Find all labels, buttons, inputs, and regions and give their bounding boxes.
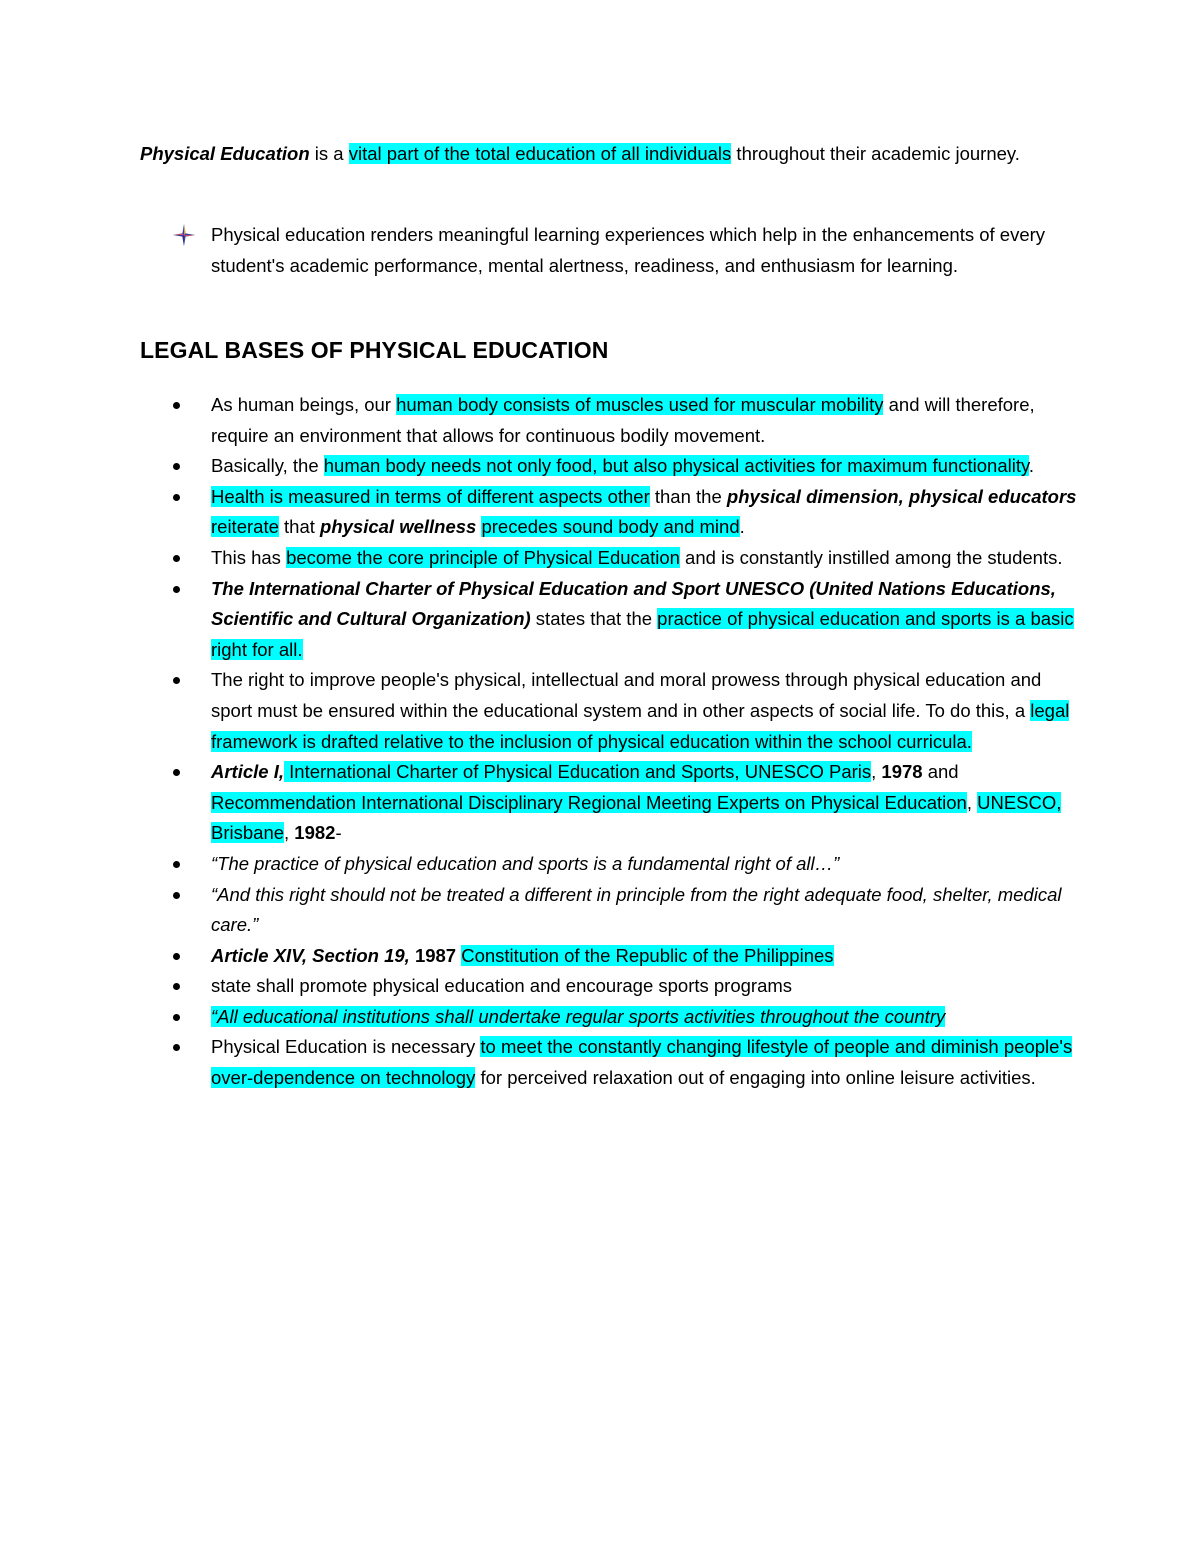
italic-quote: “And this right should not be treated a different in principle from the right adequate food, shelter, medical care.” <box>211 883 1062 936</box>
text-run: that <box>278 516 321 538</box>
list-item <box>140 390 1080 451</box>
list-item <box>140 757 1080 849</box>
highlight-run: human body needs not only food, but also physical activities for maximum functionality <box>323 455 1029 477</box>
bullet-dot-icon <box>173 892 180 899</box>
text-run: state shall promote physical education and encourage sports programs <box>211 975 793 997</box>
text-run: . <box>1028 455 1034 477</box>
bullet-dot-icon <box>173 494 180 501</box>
text-run: Physical Education is necessary <box>211 1036 481 1058</box>
bold-run: 1987 <box>414 944 457 966</box>
bullet-dot-icon <box>173 1014 180 1021</box>
text-run: states that the <box>530 608 658 630</box>
text-run: The right to improve people's physical, intellectual and moral prowess through physical education and sport must be ensured within the educational system and in other aspects of social life. To do this, a <box>211 669 1042 721</box>
list-item <box>140 482 1080 543</box>
list-item <box>140 849 1080 880</box>
text-run: , <box>284 822 295 844</box>
intro-text-2: throughout their academic journey. <box>731 143 1020 164</box>
highlight-italic-quote: “All educational institutions shall undertake regular sports activities throughout the country <box>211 1005 946 1027</box>
highlight-run: precedes sound body and mind <box>481 516 740 538</box>
bold-italic-run: physical wellness <box>320 516 477 538</box>
bold-italic-run: Article I, <box>211 761 284 783</box>
highlight-run: Recommendation International Disciplinary Regional Meeting Experts on Physical Education <box>211 791 967 813</box>
bullet-dot-icon <box>173 463 180 470</box>
plus-bullet-text: Physical education renders meaningful learning experiences which help in the enhancements of every student's academic performance, mental alertness, readiness, and enthusiasm for learning. <box>211 224 1046 276</box>
intro-highlight: vital part of the total education of all individuals <box>348 143 732 164</box>
text-run: and will therefore, require an environment that allows for continuous bodily movement. <box>211 394 1035 446</box>
highlight-run: International Charter of Physical Education and Sports, UNESCO Paris <box>284 761 872 783</box>
text-run: for perceived relaxation out of engaging into online leisure activities. <box>475 1067 1036 1089</box>
text-run: Basically, the <box>211 455 324 477</box>
bold-run: 1982 <box>294 822 336 844</box>
list-item <box>140 1002 1080 1033</box>
highlight-run: practice of physical education and sports is a basic right for all. <box>211 608 1074 660</box>
text-run: than the <box>649 485 727 507</box>
intro-text-1: is a <box>309 143 349 164</box>
highlight-run: reiterate <box>211 516 279 538</box>
list-item <box>140 574 1080 666</box>
bullet-dot-icon <box>173 861 180 868</box>
text-run: and <box>922 761 959 783</box>
list-item <box>140 543 1080 574</box>
list-item <box>140 451 1080 482</box>
bullet-dot-icon <box>173 586 180 593</box>
list-item <box>140 971 1080 1002</box>
legal-bases-list <box>140 390 1080 1094</box>
text-run: As human beings, our <box>211 394 397 415</box>
text-run: , <box>871 761 882 783</box>
highlight-run: legal framework is drafted relative to the inclusion of physical education within the school curricula. <box>211 699 1070 752</box>
bullet-dot-icon <box>173 1044 180 1051</box>
highlight-run: Health is measured in terms of different aspects other <box>211 485 650 507</box>
list-item <box>140 665 1080 757</box>
bullet-dot-icon <box>173 769 180 776</box>
highlight-run: human body consists of muscles used for muscular mobility <box>396 394 884 415</box>
highlight-run: UNESCO, Brisbane <box>211 791 1062 844</box>
bold-italic-run: Article XIV, Section 19, <box>211 944 410 966</box>
intro-paragraph <box>140 139 1040 170</box>
bullet-dot-icon <box>173 953 180 960</box>
highlight-run: Constitution of the Republic of the Philippines <box>461 944 834 966</box>
plus-bullet-item <box>140 220 1060 281</box>
highlight-run: become the core principle of Physical Education <box>286 546 680 568</box>
text-run: . <box>739 516 745 538</box>
list-item <box>140 1032 1080 1093</box>
bold-run: 1978 <box>881 761 923 783</box>
bullet-dot-icon <box>173 402 180 409</box>
list-item <box>140 880 1080 941</box>
section-heading: LEGAL BASES OF PHYSICAL EDUCATION <box>140 337 609 363</box>
bullet-dot-icon <box>173 677 180 684</box>
bold-italic-run: The International Charter of Physical Education and Sport UNESCO (United Nations Educations, Scientific and Cultural Organization) <box>211 577 1056 630</box>
bold-italic-run: physical dimension, physical educators <box>726 485 1077 507</box>
text-run: and is constantly instilled among the students. <box>679 546 1063 568</box>
text-run: - <box>335 822 342 844</box>
bullet-dot-icon <box>173 555 180 562</box>
intro-term: Physical Education <box>140 143 310 164</box>
text-run: This has <box>211 546 287 568</box>
text-run: , <box>966 791 978 813</box>
italic-quote: “The practice of physical education and sports is a fundamental right of all…” <box>211 852 840 874</box>
highlight-run: to meet the constantly changing lifestyle of people and diminish people's over-dependence on technology <box>211 1036 1073 1089</box>
plus-bullet-list <box>140 220 1060 281</box>
four-point-star-bullet-icon <box>172 223 196 247</box>
list-item <box>140 941 1080 972</box>
bullet-dot-icon <box>173 983 180 990</box>
